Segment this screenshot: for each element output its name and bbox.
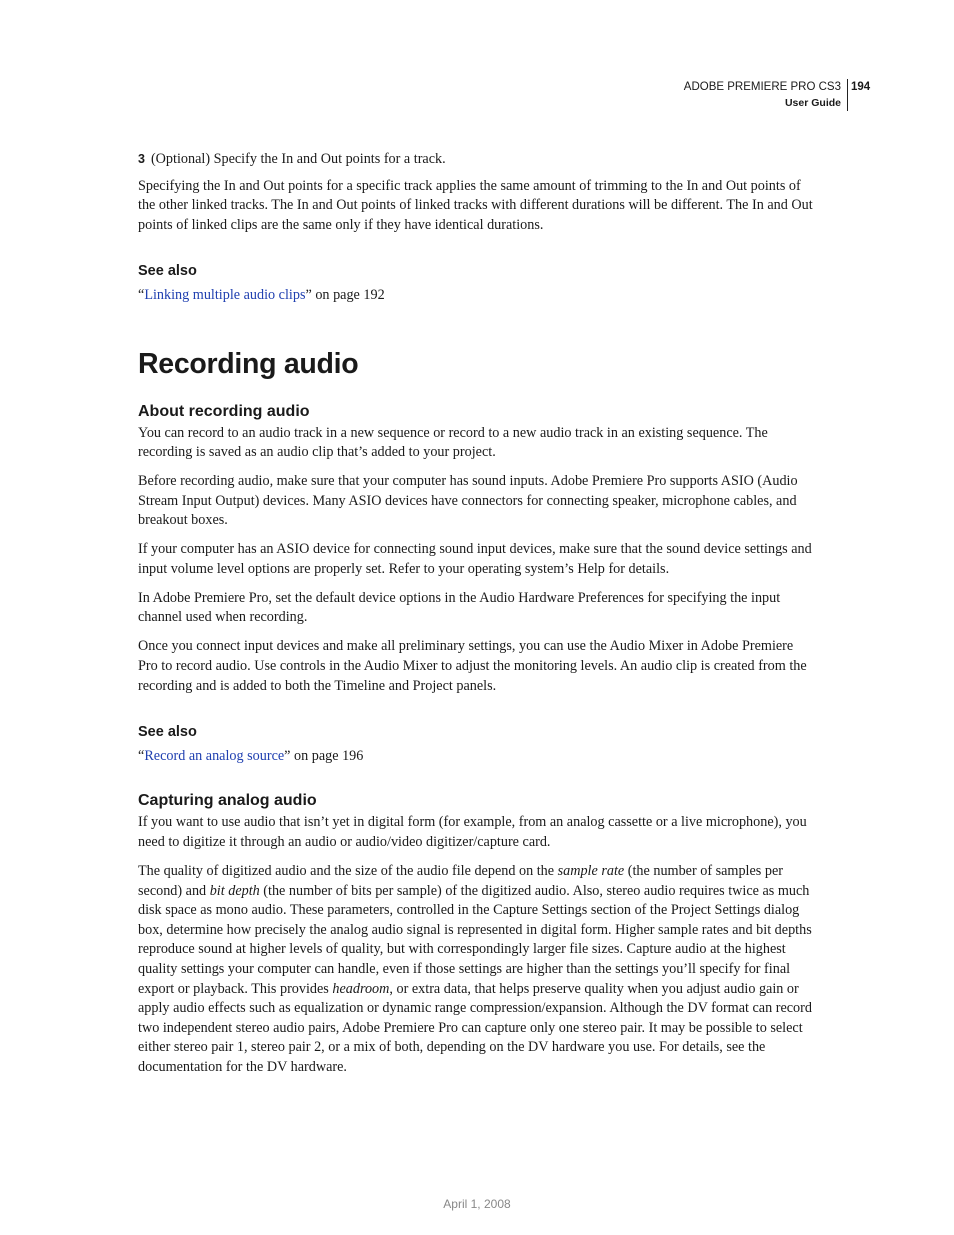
see-also-heading-2: See also bbox=[138, 724, 197, 741]
capturing-analog-heading: Capturing analog audio bbox=[138, 792, 317, 810]
step-text: (Optional) Specify the In and Out points for a track. bbox=[150, 151, 446, 167]
about-paragraph-4: In Adobe Premiere Pro, set the default device options in the Audio Hardware Preferences for specifying the input channel used when recording. bbox=[138, 589, 781, 626]
text-run: (the number of bits per sample) of the digitized audio. Also, stereo audio requires twice as much disk space as mono audio. These parameters, controlled in the Capture Settings section of the Project Settings dialog box, determine how precisely the analog audio signal is represented in digital form. Higher sample rates and bit depths reproduce sound at higher levels of quality, but with correspondingly larger file sizes. Capture audio at the highest quality settings your computer can handle, even if those settings are higher than the settings you’ll specify for final export or playback. This provides bbox=[138, 882, 812, 997]
see-also-heading-1: See also bbox=[138, 263, 197, 280]
term-bit-depth: bit depth bbox=[209, 882, 260, 899]
link-record-analog-source[interactable]: Record an analog source bbox=[144, 747, 285, 764]
capturing-paragraph-2 bbox=[138, 862, 814, 1078]
page-number: 194 bbox=[851, 81, 871, 93]
step-3 bbox=[138, 150, 814, 170]
about-paragraph-2: Before recording audio, make sure that your computer has sound inputs. Adobe Premiere Pro supports ASIO (Audio Stream Input Output) devices. Many ASIO devices have connectors for connecting speaker, microphone cables, and breakout boxes. bbox=[138, 473, 798, 529]
see-also-entry-1 bbox=[138, 286, 814, 306]
capturing-paragraph-1: If you want to use audio that isn’t yet in digital form (for example, from an analog cassette or a live microphone), you need to digitize it through an audio or audio/video digitizer/capture card. bbox=[138, 814, 807, 851]
intro-paragraph: Specifying the In and Out points for a specific track applies the same amount of trimming to the In and Out points of the other linked tracks. The In and Out points of linked tracks with different durations will be different. The In and Out points of linked clips are the same only if they have identical durations. bbox=[138, 177, 813, 233]
term-sample-rate: sample rate bbox=[557, 863, 625, 880]
page-reference: ” on page 196 bbox=[284, 747, 364, 764]
footer-date: April 1, 2008 bbox=[443, 1197, 511, 1211]
about-paragraph-1: You can record to an audio track in a new sequence or record to a new audio track in an existing sequence. The recording is saved as an audio clip that’s added to your project. bbox=[138, 424, 768, 461]
step-number: 3 bbox=[138, 152, 145, 166]
page-reference: ” on page 192 bbox=[305, 286, 385, 303]
about-paragraph-3: If your computer has an ASIO device for connecting sound input devices, make sure that the sound device settings and input volume level options are properly set. Refer to your operating system’s Help for details. bbox=[138, 541, 812, 577]
about-recording-heading: About recording audio bbox=[138, 402, 310, 420]
page-content bbox=[138, 150, 814, 1087]
header-title: ADOBE PREMIERE PRO CS3 bbox=[683, 81, 841, 93]
about-paragraph-5: Once you connect input devices and make all preliminary settings, you can use the Audio Mixer in Adobe Premiere Pro to record audio. Use controls in the Audio Mixer to adjust the monitoring levels. An audio clip is created from the recording and is added to both the Timeline and Project panels. bbox=[138, 638, 807, 694]
header-subtitle: User Guide bbox=[784, 97, 841, 109]
open-quote: “ bbox=[138, 747, 145, 764]
text-run: The quality of digitized audio and the size of the audio file depend on the bbox=[138, 863, 558, 880]
text-run: (the number of samples per second) and bbox=[138, 863, 783, 899]
link-linking-multiple-audio-clips[interactable]: Linking multiple audio clips bbox=[144, 286, 306, 303]
text-run: , or extra data, that helps preserve quality when you adjust audio gain or apply audio effects such as equalization or dynamic range compression/expansion. Although the DV format can record two independent stereo audio pairs, Adobe Premiere Pro can capture only one stereo pair. It may be possible to select either stereo pair 1, stereo pair 2, or a mix of both, depending on the DV hardware you use. For details, see the documentation for the DV hardware. bbox=[138, 980, 812, 1075]
open-quote: “ bbox=[138, 286, 145, 303]
running-header bbox=[684, 79, 848, 111]
see-also-entry-2 bbox=[138, 747, 814, 767]
section-title: Recording audio bbox=[138, 347, 359, 380]
term-headroom: headroom bbox=[332, 980, 390, 997]
